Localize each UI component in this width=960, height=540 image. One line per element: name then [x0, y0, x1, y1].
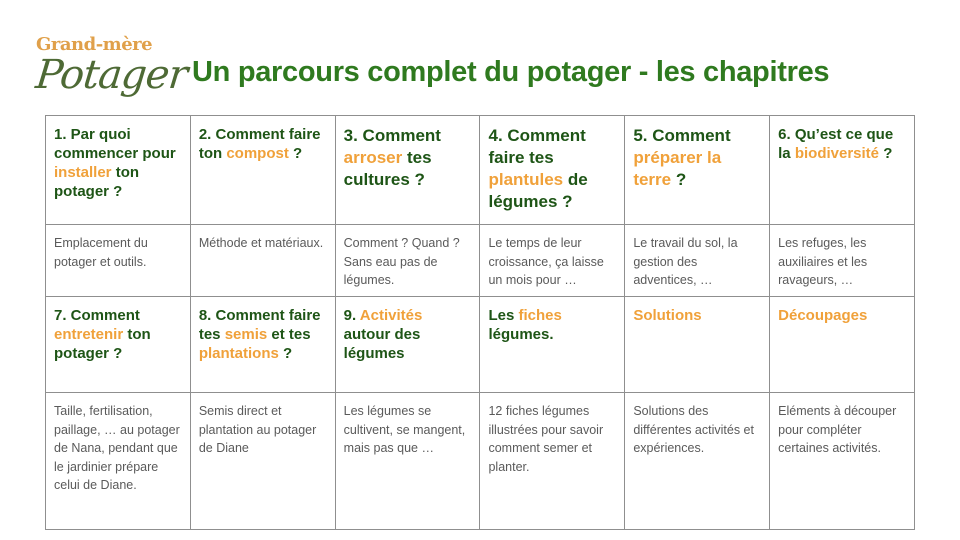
- chapter-2-description: Méthode et matériaux.: [190, 225, 335, 297]
- chapter-5-description: Le travail du sol, la gestion des adventices, …: [625, 225, 770, 297]
- fiches-legumes-heading: Les fiches légumes.: [480, 297, 625, 393]
- chapter-2-heading: 2. Comment faire ton compost ?: [190, 116, 335, 225]
- chapter-8-heading: 8. Comment faire tes semis et tes plantations ?: [190, 297, 335, 393]
- chapter-5-heading: 5. Comment préparer la terre ?: [625, 116, 770, 225]
- chapter-1-heading: 1. Par quoi commencer pour installer ton potager ?: [46, 116, 191, 225]
- chapter-9-heading: 9. Activités autour des légumes: [335, 297, 480, 393]
- chapter-4-description: Le temps de leur croissance, ça laisse un mois pour …: [480, 225, 625, 297]
- chapters-row-2-descriptions: [46, 393, 915, 530]
- chapter-3-heading: 3. Comment arroser tes cultures ?: [335, 116, 480, 225]
- chapter-6-heading: 6. Qu’est ce que la biodiversité ?: [770, 116, 915, 225]
- fiches-legumes-description: 12 fiches légumes illustrées pour savoir comment semer et planter.: [480, 393, 625, 530]
- page-title: Un parcours complet du potager - les chapitres: [192, 56, 830, 88]
- grand-mere-potager-logo: [32, 34, 190, 108]
- decoupages-heading: Découpages: [770, 297, 915, 393]
- chapter-7-description: Taille, fertilisation, paillage, … au potager de Nana, pendant que le jardinier prépare celui de Diane.: [46, 393, 191, 530]
- decoupages-description: Eléments à découper pour compléter certaines activités.: [770, 393, 915, 530]
- chapters-table: [45, 115, 915, 530]
- chapters-row-1-descriptions: [46, 225, 915, 297]
- chapter-6-description: Les refuges, les auxiliaires et les ravageurs, …: [770, 225, 915, 297]
- chapter-7-heading: 7. Comment entretenir ton potager ?: [46, 297, 191, 393]
- solutions-heading: Solutions: [625, 297, 770, 393]
- chapter-1-description: Emplacement du potager et outils.: [46, 225, 191, 297]
- chapter-9-description: Les légumes se cultivent, se mangent, mais pas que …: [335, 393, 480, 530]
- chapter-8-description: Semis direct et plantation au potager de Diane: [190, 393, 335, 530]
- chapter-4-heading: 4. Comment faire tes plantules de légumes ?: [480, 116, 625, 225]
- chapters-row-2-headings: [46, 297, 915, 393]
- logo-line-2: Potager: [33, 52, 190, 98]
- chapters-row-1-headings: [46, 116, 915, 225]
- solutions-description: Solutions des différentes activités et expériences.: [625, 393, 770, 530]
- chapter-3-description: Comment ? Quand ? Sans eau pas de légumes.: [335, 225, 480, 297]
- logo-line-1: Grand-mère: [36, 34, 153, 55]
